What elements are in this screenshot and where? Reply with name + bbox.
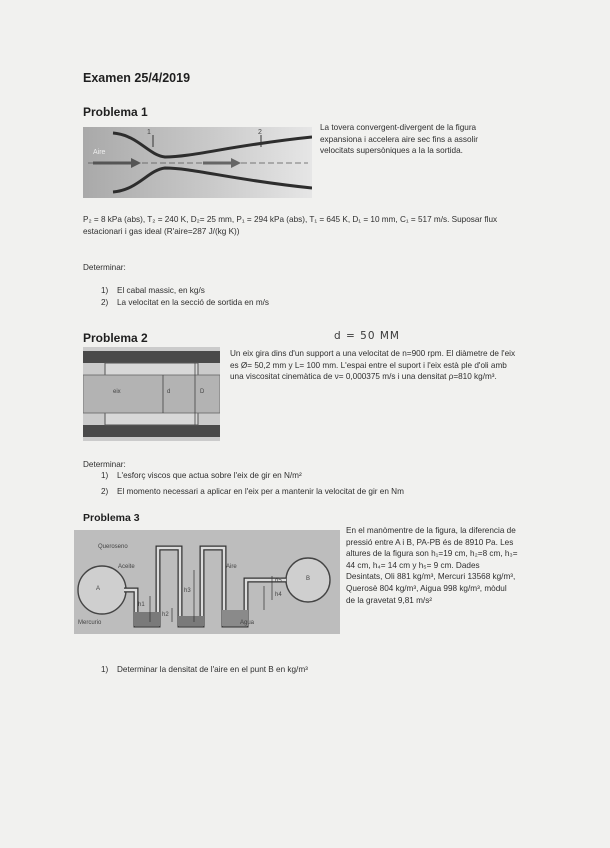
point-A-label: A (96, 586, 101, 592)
question-number: 1) (101, 665, 109, 674)
list-item (101, 486, 404, 498)
nozzle-diagram (83, 127, 312, 198)
problem2-description: Un eix gira dins d'un support a una velocitat de n=900 rpm. El diàmetre de l'eix es Ø= 50,2 mm y L= 100 mm. L'espai entre el suport i l'eix està ple d'oli amb una viscositat cinemàtica de ν= 0,000375 m/s i una densitat ρ=810 kg/m³. (230, 349, 516, 382)
problem3-question-list (101, 664, 308, 676)
problem1-determine-label: Determinar: (83, 263, 126, 272)
question-text: Determinar la densitat de l'aire en el punt B en kg/m³ (117, 665, 308, 674)
point-B-label: B (306, 576, 311, 582)
question-number: 1) (101, 471, 109, 480)
list-item (101, 470, 404, 482)
shaft-d-label: d (167, 389, 171, 395)
list-item (101, 285, 269, 297)
h5-label: h5 (275, 578, 282, 584)
problem1-question-list (101, 285, 269, 308)
question-number: 1) (101, 286, 109, 295)
water-label: Agua (240, 620, 255, 626)
problem3-description: En el manòmentre de la figura, la diferencia de pressió entre A i B, PA-PB és de 8910 Pa. Les altures de la figura son h₁=19 cm, h₂=8 cm, h₃= 44 cm, h₄= 14 cm y h₅= 9 cm. Dades Desintats, Oli 881 kg/m³, Mercuri 13568 kg/m³, Querosè 804 kg/m³, Aigua 998 kg/m³, mòdul de la gravetat 9,81 m/s² (346, 526, 518, 605)
shaft-figure (83, 347, 220, 441)
air-label: Aire (226, 564, 237, 570)
nozzle-station2-label: 2 (258, 129, 262, 136)
problem2-determine-label: Determinar: (83, 460, 126, 469)
question-text: L'esforç viscos que actua sobre l'eix de gir en N/m² (117, 471, 302, 480)
question-number: 2) (101, 486, 109, 496)
problem1-data: P₂ = 8 kPa (abs), T₂ = 240 K, D₂= 25 mm, P₁ = 294 kPa (abs), T₁ = 645 K, D₁ = 10 mm, C₁ = 517 m/s. Suposar flux estacionari i gas ideal (R'aire=287 J/(kg K)) (83, 215, 498, 236)
problem1-description: La tovera convergent-divergent de la figura expansiona i accelera aire sec fins a assolir velocitats supersòniques a la la sortida. (320, 123, 478, 156)
h2-label: h2 (162, 612, 169, 618)
exam-title: Examen 25/4/2019 (83, 71, 191, 85)
problem2-question-list (101, 470, 404, 497)
list-item (101, 664, 308, 676)
question-text: La velocitat en la secció de sortida en m/s (117, 297, 270, 307)
shaft-D-label: D (200, 389, 205, 395)
kerosene-label: Queroseno (98, 544, 128, 550)
h4-label: h4 (275, 592, 282, 598)
oil-label: Aceite (118, 564, 135, 570)
question-text: El momento necessari a aplicar en l'eix per a mantenir la velocitat de gir en Nm (117, 486, 404, 496)
nozzle-air-label: Aire (93, 149, 106, 156)
question-text: El cabal massic, en kg/s (117, 286, 205, 295)
manometer-figure (74, 530, 340, 634)
h1-label: h1 (138, 602, 145, 608)
handwritten-note: d = 50 MM (334, 330, 400, 342)
list-item (101, 297, 269, 309)
shaft-label: eix (113, 389, 121, 395)
mercury-label: Mercurio (78, 620, 102, 626)
nozzle-station1-label: 1 (147, 129, 151, 136)
nozzle-figure (83, 127, 312, 198)
problem2-heading: Problema 2 (83, 331, 148, 345)
question-number: 2) (101, 297, 109, 307)
problem3-heading: Problema 3 (83, 512, 140, 524)
h3-label: h3 (184, 588, 191, 594)
problem1-heading: Problema 1 (83, 105, 148, 119)
